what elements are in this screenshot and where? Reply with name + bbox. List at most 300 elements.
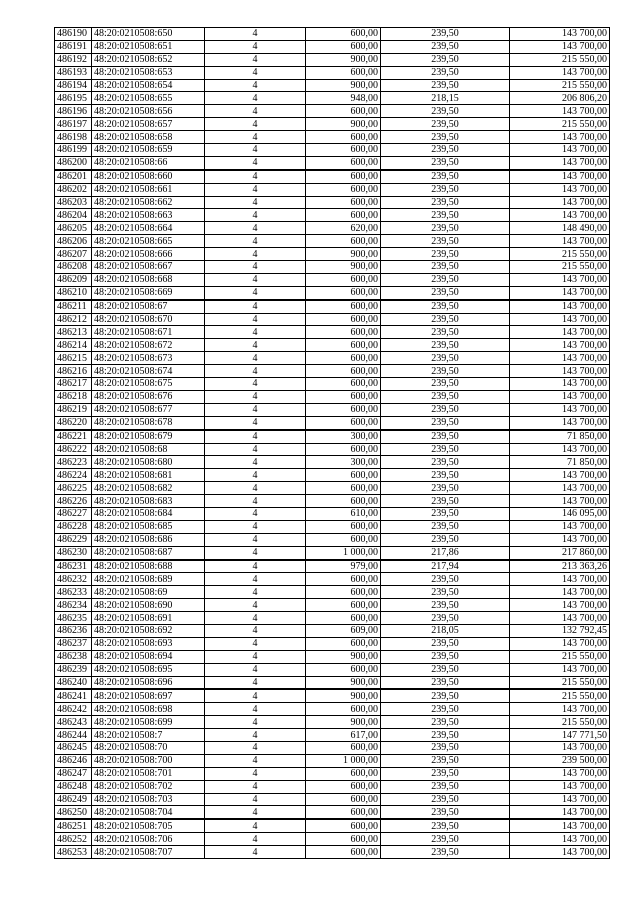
data-table-body — [55, 28, 610, 859]
row-id-cell: 486225 — [55, 482, 92, 495]
cadastral-number-cell: 48:20:0210508:678 — [92, 416, 205, 429]
rate-cell: 239,50 — [381, 676, 510, 689]
row-id-cell: 486224 — [55, 469, 92, 482]
table-row — [55, 586, 610, 599]
row-id-cell: 486193 — [55, 66, 92, 79]
total-cell: 143 700,00 — [510, 573, 610, 586]
rate-cell: 239,50 — [381, 663, 510, 676]
cadastral-number-cell: 48:20:0210508:669 — [92, 286, 205, 299]
row-id-cell: 486203 — [55, 196, 92, 209]
rate-cell: 239,50 — [381, 793, 510, 806]
rate-cell: 239,50 — [381, 105, 510, 118]
total-cell: 143 700,00 — [510, 846, 610, 859]
rate-cell: 239,50 — [381, 66, 510, 79]
table-row — [55, 286, 610, 299]
rate-cell: 239,50 — [381, 495, 510, 508]
area-cell: 600,00 — [306, 793, 381, 806]
total-cell: 215 550,00 — [510, 676, 610, 689]
table-row — [55, 612, 610, 625]
total-cell: 143 700,00 — [510, 416, 610, 429]
table-row — [55, 430, 610, 443]
area-cell: 600,00 — [306, 40, 381, 53]
rate-cell: 239,50 — [381, 352, 510, 365]
rate-cell: 218,05 — [381, 624, 510, 637]
area-cell: 600,00 — [306, 469, 381, 482]
rate-cell: 239,50 — [381, 533, 510, 546]
cadastral-number-cell: 48:20:0210508:686 — [92, 533, 205, 546]
table-row — [55, 300, 610, 313]
category-cell: 4 — [205, 806, 306, 819]
area-cell: 900,00 — [306, 53, 381, 66]
area-cell: 600,00 — [306, 183, 381, 196]
row-id-cell: 486229 — [55, 533, 92, 546]
total-cell: 143 700,00 — [510, 443, 610, 456]
category-cell: 4 — [205, 118, 306, 131]
category-cell: 4 — [205, 689, 306, 702]
table-row — [55, 469, 610, 482]
row-id-cell: 486251 — [55, 819, 92, 832]
cadastral-number-cell: 48:20:0210508:661 — [92, 183, 205, 196]
cadastral-number-cell: 48:20:0210508:674 — [92, 365, 205, 378]
rate-cell: 239,50 — [381, 40, 510, 53]
category-cell: 4 — [205, 612, 306, 625]
row-id-cell: 486235 — [55, 612, 92, 625]
total-cell: 143 700,00 — [510, 780, 610, 793]
area-cell: 600,00 — [306, 378, 381, 391]
category-cell: 4 — [205, 326, 306, 339]
cadastral-number-cell: 48:20:0210508:675 — [92, 378, 205, 391]
area-cell: 600,00 — [306, 846, 381, 859]
category-cell: 4 — [205, 144, 306, 157]
total-cell: 143 700,00 — [510, 300, 610, 313]
category-cell: 4 — [205, 53, 306, 66]
table-row — [55, 741, 610, 754]
row-id-cell: 486204 — [55, 209, 92, 222]
category-cell: 4 — [205, 833, 306, 846]
row-id-cell: 486236 — [55, 624, 92, 637]
area-cell: 600,00 — [306, 170, 381, 183]
category-cell: 4 — [205, 430, 306, 443]
table-row — [55, 40, 610, 53]
area-cell: 600,00 — [306, 105, 381, 118]
row-id-cell: 486243 — [55, 716, 92, 729]
category-cell: 4 — [205, 573, 306, 586]
table-row — [55, 235, 610, 248]
area-cell: 600,00 — [306, 520, 381, 533]
category-cell: 4 — [205, 767, 306, 780]
area-cell: 900,00 — [306, 650, 381, 663]
total-cell: 143 700,00 — [510, 533, 610, 546]
area-cell: 600,00 — [306, 352, 381, 365]
row-id-cell: 486252 — [55, 833, 92, 846]
category-cell: 4 — [205, 676, 306, 689]
rate-cell: 239,50 — [381, 339, 510, 352]
table-row — [55, 105, 610, 118]
row-id-cell: 486191 — [55, 40, 92, 53]
rate-cell: 239,50 — [381, 741, 510, 754]
row-id-cell: 486208 — [55, 261, 92, 274]
cadastral-number-cell: 48:20:0210508:660 — [92, 170, 205, 183]
rate-cell: 239,50 — [381, 183, 510, 196]
table-row — [55, 53, 610, 66]
table-row — [55, 118, 610, 131]
rate-cell: 239,50 — [381, 430, 510, 443]
cadastral-number-cell: 48:20:0210508:662 — [92, 196, 205, 209]
total-cell: 143 700,00 — [510, 819, 610, 832]
area-cell: 617,00 — [306, 729, 381, 742]
category-cell: 4 — [205, 482, 306, 495]
table-row — [55, 443, 610, 456]
rate-cell: 239,50 — [381, 767, 510, 780]
rate-cell: 239,50 — [381, 573, 510, 586]
category-cell: 4 — [205, 456, 306, 469]
total-cell: 147 771,50 — [510, 729, 610, 742]
row-id-cell: 486199 — [55, 144, 92, 157]
area-cell: 600,00 — [306, 495, 381, 508]
table-row — [55, 833, 610, 846]
data-table — [54, 27, 610, 859]
rate-cell: 239,50 — [381, 520, 510, 533]
total-cell: 143 700,00 — [510, 741, 610, 754]
area-cell: 600,00 — [306, 390, 381, 403]
row-id-cell: 486206 — [55, 235, 92, 248]
rate-cell: 239,50 — [381, 586, 510, 599]
area-cell: 600,00 — [306, 780, 381, 793]
area-cell: 600,00 — [306, 833, 381, 846]
rate-cell: 239,50 — [381, 196, 510, 209]
category-cell: 4 — [205, 170, 306, 183]
area-cell: 600,00 — [306, 300, 381, 313]
table-row — [55, 378, 610, 391]
table-row — [55, 326, 610, 339]
area-cell: 600,00 — [306, 196, 381, 209]
area-cell: 600,00 — [306, 573, 381, 586]
cadastral-number-cell: 48:20:0210508:671 — [92, 326, 205, 339]
table-row — [55, 92, 610, 105]
category-cell: 4 — [205, 403, 306, 416]
row-id-cell: 486195 — [55, 92, 92, 105]
total-cell: 143 700,00 — [510, 235, 610, 248]
table-row — [55, 637, 610, 650]
total-cell: 217 860,00 — [510, 546, 610, 559]
total-cell: 215 550,00 — [510, 79, 610, 92]
rate-cell: 239,50 — [381, 780, 510, 793]
total-cell: 148 490,00 — [510, 222, 610, 235]
cadastral-number-cell: 48:20:0210508:707 — [92, 846, 205, 859]
row-id-cell: 486190 — [55, 28, 92, 41]
total-cell: 143 700,00 — [510, 286, 610, 299]
table-row — [55, 66, 610, 79]
row-id-cell: 486246 — [55, 754, 92, 767]
category-cell: 4 — [205, 703, 306, 716]
cadastral-number-cell: 48:20:0210508:651 — [92, 40, 205, 53]
row-id-cell: 486212 — [55, 313, 92, 326]
table-row — [55, 183, 610, 196]
total-cell: 146 095,00 — [510, 507, 610, 520]
cadastral-number-cell: 48:20:0210508:691 — [92, 612, 205, 625]
table-row — [55, 352, 610, 365]
total-cell: 206 806,20 — [510, 92, 610, 105]
table-row — [55, 716, 610, 729]
row-id-cell: 486232 — [55, 573, 92, 586]
total-cell: 143 700,00 — [510, 378, 610, 391]
area-cell: 600,00 — [306, 482, 381, 495]
table-row — [55, 339, 610, 352]
total-cell: 143 700,00 — [510, 495, 610, 508]
total-cell: 143 700,00 — [510, 703, 610, 716]
cadastral-number-cell: 48:20:0210508:684 — [92, 507, 205, 520]
row-id-cell: 486249 — [55, 793, 92, 806]
cadastral-number-cell: 48:20:0210508:682 — [92, 482, 205, 495]
area-cell: 600,00 — [306, 599, 381, 612]
category-cell: 4 — [205, 741, 306, 754]
row-id-cell: 486218 — [55, 390, 92, 403]
category-cell: 4 — [205, 416, 306, 429]
rate-cell: 239,50 — [381, 416, 510, 429]
row-id-cell: 486205 — [55, 222, 92, 235]
category-cell: 4 — [205, 846, 306, 859]
rate-cell: 239,50 — [381, 703, 510, 716]
area-cell: 900,00 — [306, 248, 381, 261]
total-cell: 143 700,00 — [510, 390, 610, 403]
category-cell: 4 — [205, 650, 306, 663]
table-row — [55, 261, 610, 274]
cadastral-number-cell: 48:20:0210508:681 — [92, 469, 205, 482]
table-row — [55, 222, 610, 235]
total-cell: 143 700,00 — [510, 170, 610, 183]
rate-cell: 239,50 — [381, 209, 510, 222]
area-cell: 979,00 — [306, 560, 381, 573]
rate-cell: 217,94 — [381, 560, 510, 573]
total-cell: 143 700,00 — [510, 196, 610, 209]
total-cell: 215 550,00 — [510, 118, 610, 131]
area-cell: 900,00 — [306, 689, 381, 702]
category-cell: 4 — [205, 819, 306, 832]
area-cell: 900,00 — [306, 118, 381, 131]
table-row — [55, 703, 610, 716]
area-cell: 600,00 — [306, 403, 381, 416]
total-cell: 215 550,00 — [510, 261, 610, 274]
total-cell: 215 550,00 — [510, 53, 610, 66]
row-id-cell: 486223 — [55, 456, 92, 469]
table-row — [55, 846, 610, 859]
row-id-cell: 486245 — [55, 741, 92, 754]
category-cell: 4 — [205, 313, 306, 326]
row-id-cell: 486220 — [55, 416, 92, 429]
cadastral-number-cell: 48:20:0210508:672 — [92, 339, 205, 352]
area-cell: 600,00 — [306, 156, 381, 169]
cadastral-number-cell: 48:20:0210508:693 — [92, 637, 205, 650]
area-cell: 300,00 — [306, 456, 381, 469]
row-id-cell: 486244 — [55, 729, 92, 742]
rate-cell: 239,50 — [381, 754, 510, 767]
total-cell: 132 792,45 — [510, 624, 610, 637]
category-cell: 4 — [205, 443, 306, 456]
rate-cell: 239,50 — [381, 378, 510, 391]
area-cell: 1 000,00 — [306, 754, 381, 767]
row-id-cell: 486234 — [55, 599, 92, 612]
area-cell: 600,00 — [306, 443, 381, 456]
cadastral-number-cell: 48:20:0210508:667 — [92, 261, 205, 274]
area-cell: 600,00 — [306, 235, 381, 248]
cadastral-number-cell: 48:20:0210508:666 — [92, 248, 205, 261]
total-cell: 143 700,00 — [510, 131, 610, 144]
area-cell: 600,00 — [306, 365, 381, 378]
row-id-cell: 486201 — [55, 170, 92, 183]
row-id-cell: 486242 — [55, 703, 92, 716]
rate-cell: 239,50 — [381, 833, 510, 846]
row-id-cell: 486237 — [55, 637, 92, 650]
table-row — [55, 546, 610, 559]
row-id-cell: 486221 — [55, 430, 92, 443]
category-cell: 4 — [205, 754, 306, 767]
rate-cell: 239,50 — [381, 482, 510, 495]
row-id-cell: 486197 — [55, 118, 92, 131]
cadastral-number-cell: 48:20:0210508:683 — [92, 495, 205, 508]
row-id-cell: 486217 — [55, 378, 92, 391]
table-row — [55, 313, 610, 326]
area-cell: 600,00 — [306, 767, 381, 780]
table-row — [55, 507, 610, 520]
table-row — [55, 767, 610, 780]
rate-cell: 239,50 — [381, 403, 510, 416]
table-row — [55, 793, 610, 806]
area-cell: 600,00 — [306, 66, 381, 79]
cadastral-number-cell: 48:20:0210508:673 — [92, 352, 205, 365]
rate-cell: 239,50 — [381, 144, 510, 157]
category-cell: 4 — [205, 546, 306, 559]
area-cell: 948,00 — [306, 92, 381, 105]
cadastral-number-cell: 48:20:0210508:657 — [92, 118, 205, 131]
area-cell: 900,00 — [306, 79, 381, 92]
total-cell: 143 700,00 — [510, 40, 610, 53]
table-row — [55, 599, 610, 612]
cadastral-number-cell: 48:20:0210508:654 — [92, 79, 205, 92]
cadastral-number-cell: 48:20:0210508:694 — [92, 650, 205, 663]
area-cell: 600,00 — [306, 28, 381, 41]
category-cell: 4 — [205, 390, 306, 403]
rate-cell: 239,50 — [381, 28, 510, 41]
area-cell: 900,00 — [306, 676, 381, 689]
total-cell: 143 700,00 — [510, 403, 610, 416]
area-cell: 900,00 — [306, 261, 381, 274]
cadastral-number-cell: 48:20:0210508:687 — [92, 546, 205, 559]
total-cell: 143 700,00 — [510, 663, 610, 676]
category-cell: 4 — [205, 586, 306, 599]
cadastral-number-cell: 48:20:0210508:701 — [92, 767, 205, 780]
cadastral-number-cell: 48:20:0210508:650 — [92, 28, 205, 41]
area-cell: 600,00 — [306, 313, 381, 326]
category-cell: 4 — [205, 352, 306, 365]
rate-cell: 239,50 — [381, 365, 510, 378]
total-cell: 143 700,00 — [510, 105, 610, 118]
cadastral-number-cell: 48:20:0210508:663 — [92, 209, 205, 222]
table-row — [55, 209, 610, 222]
total-cell: 143 700,00 — [510, 482, 610, 495]
rate-cell: 239,50 — [381, 650, 510, 663]
area-cell: 600,00 — [306, 131, 381, 144]
total-cell: 143 700,00 — [510, 767, 610, 780]
category-cell: 4 — [205, 209, 306, 222]
area-cell: 600,00 — [306, 533, 381, 546]
row-id-cell: 486231 — [55, 560, 92, 573]
cadastral-number-cell: 48:20:0210508:697 — [92, 689, 205, 702]
table-row — [55, 676, 610, 689]
row-id-cell: 486196 — [55, 105, 92, 118]
area-cell: 600,00 — [306, 144, 381, 157]
row-id-cell: 486228 — [55, 520, 92, 533]
category-cell: 4 — [205, 716, 306, 729]
table-row — [55, 533, 610, 546]
rate-cell: 239,50 — [381, 729, 510, 742]
category-cell: 4 — [205, 286, 306, 299]
table-row — [55, 560, 610, 573]
table-row — [55, 624, 610, 637]
total-cell: 143 700,00 — [510, 28, 610, 41]
rate-cell: 218,15 — [381, 92, 510, 105]
category-cell: 4 — [205, 507, 306, 520]
rate-cell: 239,50 — [381, 637, 510, 650]
total-cell: 143 700,00 — [510, 520, 610, 533]
cadastral-number-cell: 48:20:0210508:680 — [92, 456, 205, 469]
row-id-cell: 486230 — [55, 546, 92, 559]
row-id-cell: 486248 — [55, 780, 92, 793]
cadastral-number-cell: 48:20:0210508:68 — [92, 443, 205, 456]
row-id-cell: 486210 — [55, 286, 92, 299]
category-cell: 4 — [205, 599, 306, 612]
rate-cell: 239,50 — [381, 131, 510, 144]
row-id-cell: 486192 — [55, 53, 92, 66]
table-row — [55, 520, 610, 533]
table-row — [55, 28, 610, 41]
table-row — [55, 170, 610, 183]
cadastral-number-cell: 48:20:0210508:698 — [92, 703, 205, 716]
total-cell: 143 700,00 — [510, 599, 610, 612]
area-cell: 900,00 — [306, 716, 381, 729]
area-cell: 600,00 — [306, 741, 381, 754]
cadastral-number-cell: 48:20:0210508:705 — [92, 819, 205, 832]
total-cell: 215 550,00 — [510, 650, 610, 663]
category-cell: 4 — [205, 222, 306, 235]
rate-cell: 239,50 — [381, 689, 510, 702]
row-id-cell: 486200 — [55, 156, 92, 169]
area-cell: 600,00 — [306, 209, 381, 222]
total-cell: 143 700,00 — [510, 612, 610, 625]
row-id-cell: 486250 — [55, 806, 92, 819]
cadastral-number-cell: 48:20:0210508:706 — [92, 833, 205, 846]
table-row — [55, 819, 610, 832]
category-cell: 4 — [205, 520, 306, 533]
table-row — [55, 416, 610, 429]
cadastral-number-cell: 48:20:0210508:676 — [92, 390, 205, 403]
row-id-cell: 486215 — [55, 352, 92, 365]
rate-cell: 239,50 — [381, 507, 510, 520]
row-id-cell: 486253 — [55, 846, 92, 859]
row-id-cell: 486194 — [55, 79, 92, 92]
category-cell: 4 — [205, 560, 306, 573]
table-row — [55, 390, 610, 403]
area-cell: 1 000,00 — [306, 546, 381, 559]
row-id-cell: 486214 — [55, 339, 92, 352]
table-row — [55, 196, 610, 209]
area-cell: 600,00 — [306, 819, 381, 832]
rate-cell: 239,50 — [381, 313, 510, 326]
table-row — [55, 495, 610, 508]
table-row — [55, 806, 610, 819]
area-cell: 600,00 — [306, 286, 381, 299]
rate-cell: 239,50 — [381, 261, 510, 274]
table-row — [55, 573, 610, 586]
